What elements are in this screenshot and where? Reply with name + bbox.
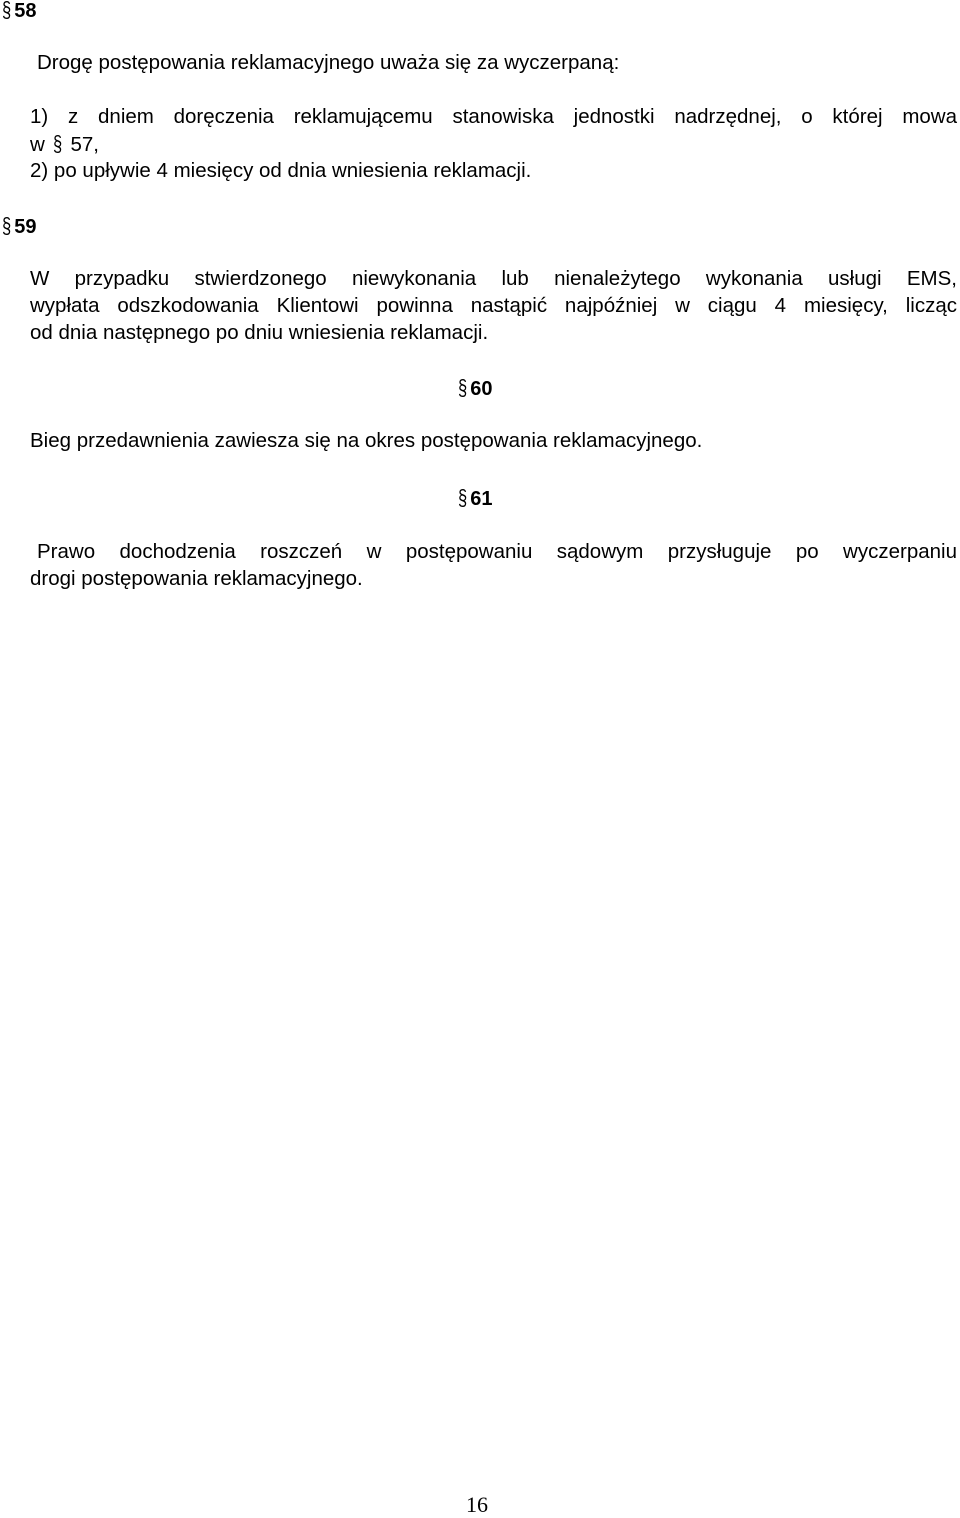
section-59-heading (2, 212, 37, 241)
section-59-line-1: W przypadku stwierdzonego niewykonania lub nienależytego wykonania usługi EMS, (30, 267, 957, 290)
section-number: 58 (14, 0, 37, 22)
item-1-reference: 57, (70, 133, 99, 156)
section-61-line-2: drogi postępowania reklamacyjnego. (30, 567, 363, 590)
section-58-item-1: 1) z dniem doręczenia reklamującemu stanowiska jednostki nadrzędnej, o której mowa (30, 105, 957, 128)
section-58-heading (2, 0, 37, 25)
section-61-heading (458, 484, 493, 513)
section-60-heading (458, 374, 493, 403)
section-sign: § (458, 485, 468, 510)
section-59-line-2: wypłata odszkodowania Klientowi powinna nastąpić najpóźniej w ciągu 4 miesięcy, licząc (30, 294, 957, 317)
section-58-item-2: 2) po upływie 4 miesięcy od dnia wniesienia reklamacji. (30, 159, 532, 182)
section-sign: § (2, 213, 12, 238)
section-sign: § (458, 375, 468, 400)
section-59-line-3: od dnia następnego po dniu wniesienia reklamacji. (30, 321, 489, 344)
section-60-text: Bieg przedawnienia zawiesza się na okres postępowania reklamacyjnego. (30, 429, 703, 452)
section-61-line-1: Prawo dochodzenia roszczeń w postępowaniu sądowym przysługuje po wyczerpaniu (37, 540, 957, 563)
section-number: 59 (14, 216, 37, 238)
item-1-prefix: w (30, 133, 45, 156)
section-58-intro: Drogę postępowania reklamacyjnego uważa się za wyczerpaną: (37, 51, 620, 74)
section-sign: § (2, 0, 12, 22)
section-number: 60 (470, 378, 493, 400)
page-number: 16 (466, 1492, 488, 1517)
section-sign: § (52, 131, 62, 156)
section-number: 61 (470, 488, 493, 510)
section-58-item-1-continuation (30, 130, 99, 158)
